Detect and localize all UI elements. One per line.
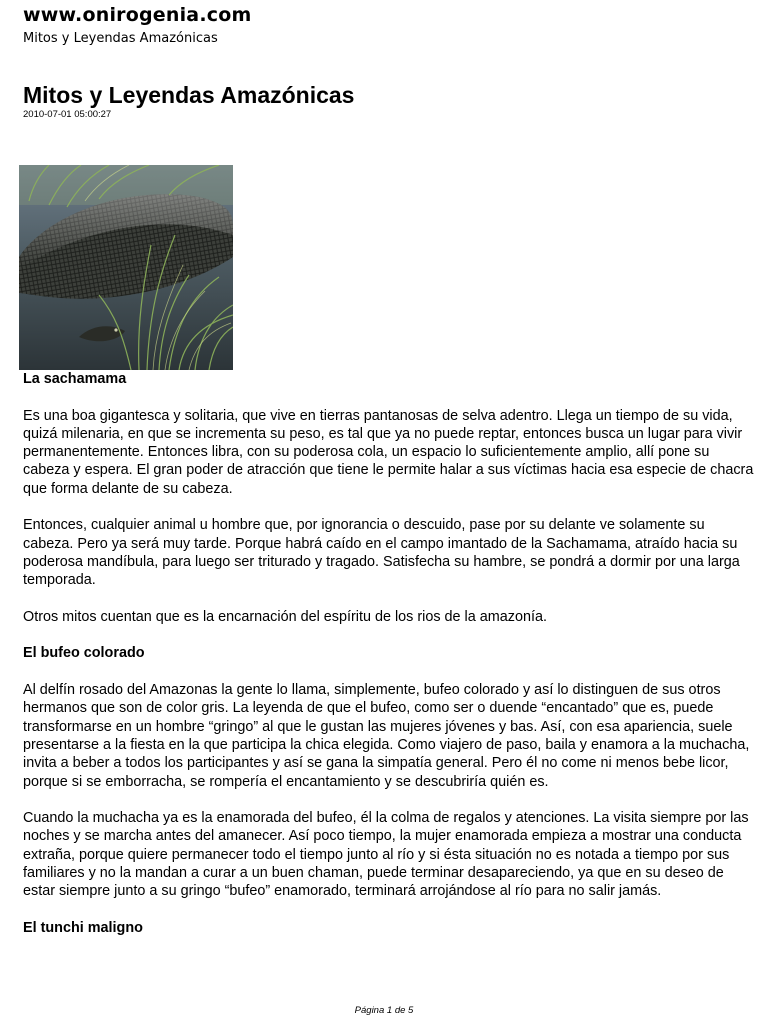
site-subtitle: Mitos y Leyendas Amazónicas [23,31,218,46]
article-title: Mitos y Leyendas Amazónicas [23,82,355,108]
section-heading-bufeo-colorado: El bufeo colorado [23,645,145,662]
section-heading-sachamama: La sachamama [23,371,127,387]
paragraph: Es una boa gigantesca y solitaria, que vive en tierras pantanosas de selva adentro. Llega un tiempo de su vida, quizá milenaria, en que se incrementa su peso, es tal que ya no puede reptar, entonces busca un lugar para vivir permanentemente. Entonces libra, con su poderosa cola, un espacio lo suficientemente amplio, allí pone su cabeza y espera. El gran poder de atracción que tiene le permite halar a sus víctimas hacia esa especie de chacra que forma delante de su cabeza. [23,407,754,497]
paragraph: Al delfín rosado del Amazonas la gente lo llama, simplemente, bufeo colorado y así lo distinguen de sus otros hermanos que son de color gris. La leyenda de que el bufeo, como ser o duende “encantado” que es, puede transformarse en un hombre “gringo” al que le gustan las mujeres jóvenes y bas. Así, con esa apariencia, suele presentarse a la fiesta en la que participa la chica elegida. Como viajero de paso, baila y enamora a la muchacha, invita a beber a todos los participantes y así se gana la simpatía general. Pero él no come ni menos bebe licor, porque si se emborracha, se rompería el encantamiento y se descubriría quién es. [23,682,750,790]
article-body [23,370,756,956]
site-url: www.onirogenia.com [23,4,252,26]
paragraph: Otros mitos cuentan que es la encarnación del espíritu de los rios de la amazonía. [23,608,547,625]
paragraph: Entonces, cualquier animal u hombre que, por ignorancia o descuido, pase por su delante ve solamente su cabeza. Pero ya será muy tarde. Porque habrá caído en el campo imantado de la Sachamama, atraído hacia su poderosa mandíbula, para luego ser triturado y tragado. Satisfecha su hambre, se pondrá a dormir por una larga temporada. [23,517,740,589]
article-date: 2010-07-01 05:00:27 [23,109,112,120]
paragraph: Cuando la muchacha ya es la enamorada del bufeo, él la colma de regalos y atenciones. La visita siempre por las noches y se marcha antes del amanecer. Así poco tiempo, la mujer enamorada empieza a mostrar una conducta extraña, porque quiere permanecer todo el tiempo junto al río y si ésta situación no es notada a tiempo por sus familiares y no la mandan a curar a un buen chaman, puede terminar desapareciendo, ya que en su deseo de estar siempre junto a su gringo “bufeo” enamorado, terminará arrojándose al río para no salir jamás. [23,810,749,900]
page-number: Página 1 de 5 [354,1005,414,1016]
anaconda-photo [19,165,233,370]
section-heading-tunchi-maligno: El tunchi maligno [23,919,143,936]
